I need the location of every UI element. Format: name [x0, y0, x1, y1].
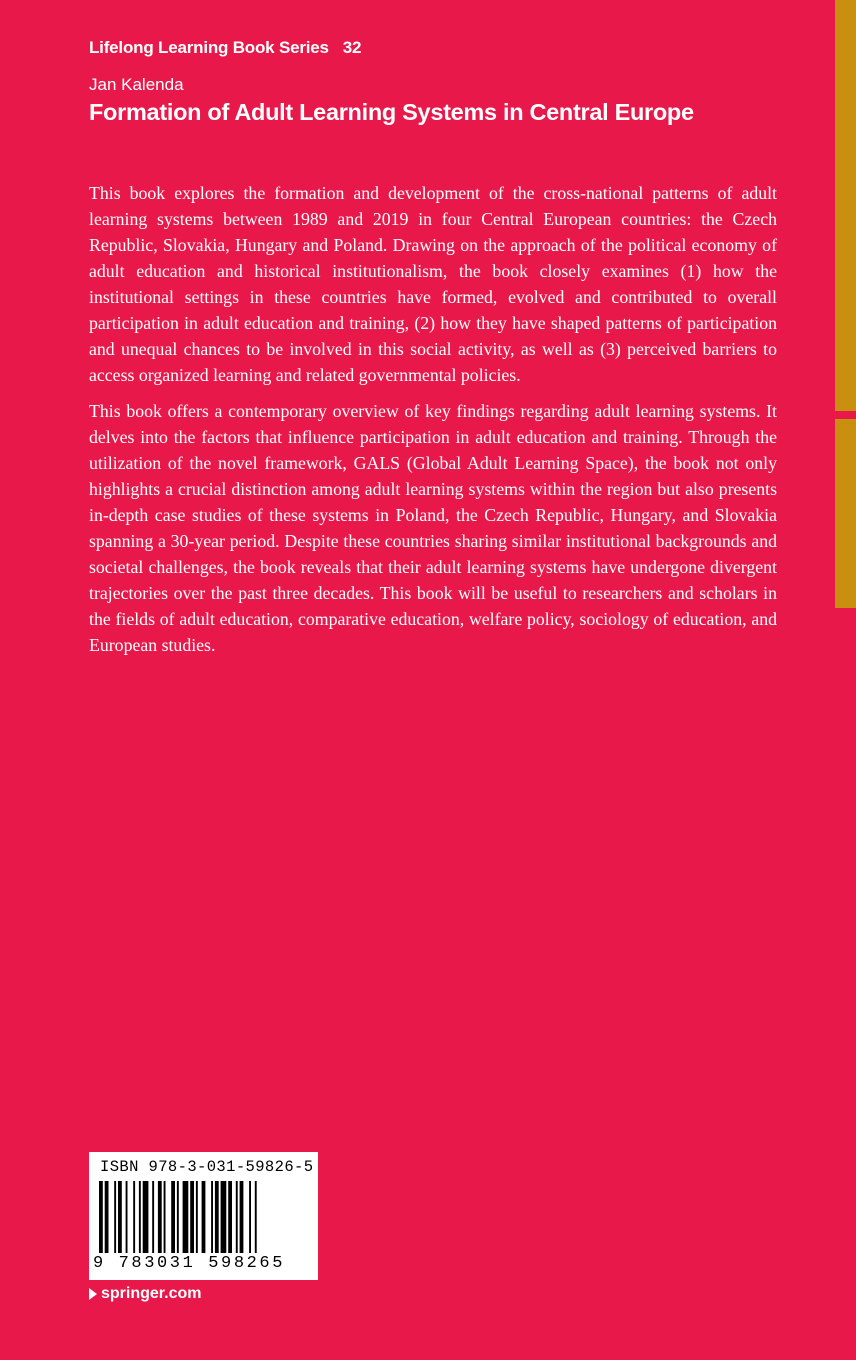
isbn-barcode [89, 1152, 318, 1280]
barcode-bar [196, 1181, 198, 1253]
barcode-bar [171, 1181, 175, 1253]
barcode-bar [249, 1181, 251, 1253]
barcode-bar [190, 1181, 194, 1253]
barcode-bar [164, 1181, 166, 1253]
barcode-bar [215, 1181, 219, 1253]
series-number: 32 [342, 38, 362, 57]
barcode-bar [114, 1181, 116, 1253]
isbn-label: ISBN 978-3-031-59826-5 [100, 1158, 314, 1176]
barcode-bar [202, 1181, 206, 1253]
barcode-bar [228, 1181, 232, 1253]
description-paragraph-1: This book explores the formation and development of the cross-national patterns of adult learning systems between 1989 and 2019 in four Central European countries: the Czech Republic, Slovakia, Hungary and Poland. Drawing on the approach of the political economy of adult education and historical institutionalism, the book closely examines (1) how the institutional settings in these countries have formed, evolved and contributed to overall participation in adult education and training, (2) how they have shaped patterns of participation and unequal chances to be involved in this social activity, as well as (3) perceived barriers to access organized learning and related governmental policies. [89, 183, 777, 385]
barcode-bar [139, 1181, 141, 1253]
barcode-bar [240, 1181, 244, 1253]
barcode-bar [126, 1181, 128, 1253]
barcode-bar [118, 1181, 122, 1253]
spine-accent-bottom [835, 419, 856, 608]
barcode-bar [221, 1181, 227, 1253]
barcode-bar [211, 1181, 213, 1253]
barcode-bar [177, 1181, 179, 1253]
barcode-bar [99, 1181, 103, 1253]
barcode-bar [255, 1181, 257, 1253]
description-paragraph-2: This book offers a contemporary overview of key findings regarding adult learning systems. It delves into the factors that influence participation in adult education and training. Through the utilization of the novel framework, GALS (Global Adult Learning Space), the book not only highlights a crucial distinction among adult learning systems within the region but also presents in-depth case studies of these systems in Poland, the Czech Republic, Hungary, and Slovakia spanning a 30-year period. Despite these countries sharing similar institutional backgrounds and societal challenges, the book reveals that their adult learning systems have undergone divergent trajectories over the past three decades. This book will be useful to researchers and scholars in the fields of adult education, comparative education, welfare policy, sociology of education, and European studies. [89, 401, 777, 655]
barcode-bar [158, 1181, 162, 1253]
barcode-bar [133, 1181, 135, 1253]
spine-accent-top [835, 0, 856, 411]
barcode-bar [152, 1181, 154, 1253]
series-name: Lifelong Learning Book Series [89, 38, 329, 57]
author-name: Jan Kalenda [89, 75, 184, 94]
book-title: Formation of Adult Learning Systems in Central Europe [89, 99, 694, 125]
triangle-right-icon [89, 1288, 97, 1300]
barcode-bars [97, 1181, 310, 1255]
barcode-bar [105, 1181, 109, 1253]
barcode-bar [236, 1181, 238, 1253]
publisher-url: springer.com [101, 1285, 202, 1302]
barcode-bar [143, 1181, 149, 1253]
series-line [89, 38, 809, 58]
barcode-digits: 9 783031 598265 [93, 1254, 286, 1273]
cover-header [89, 38, 809, 126]
publisher-link[interactable] [89, 1285, 201, 1303]
barcode-bar [183, 1181, 189, 1253]
book-description [89, 180, 777, 668]
